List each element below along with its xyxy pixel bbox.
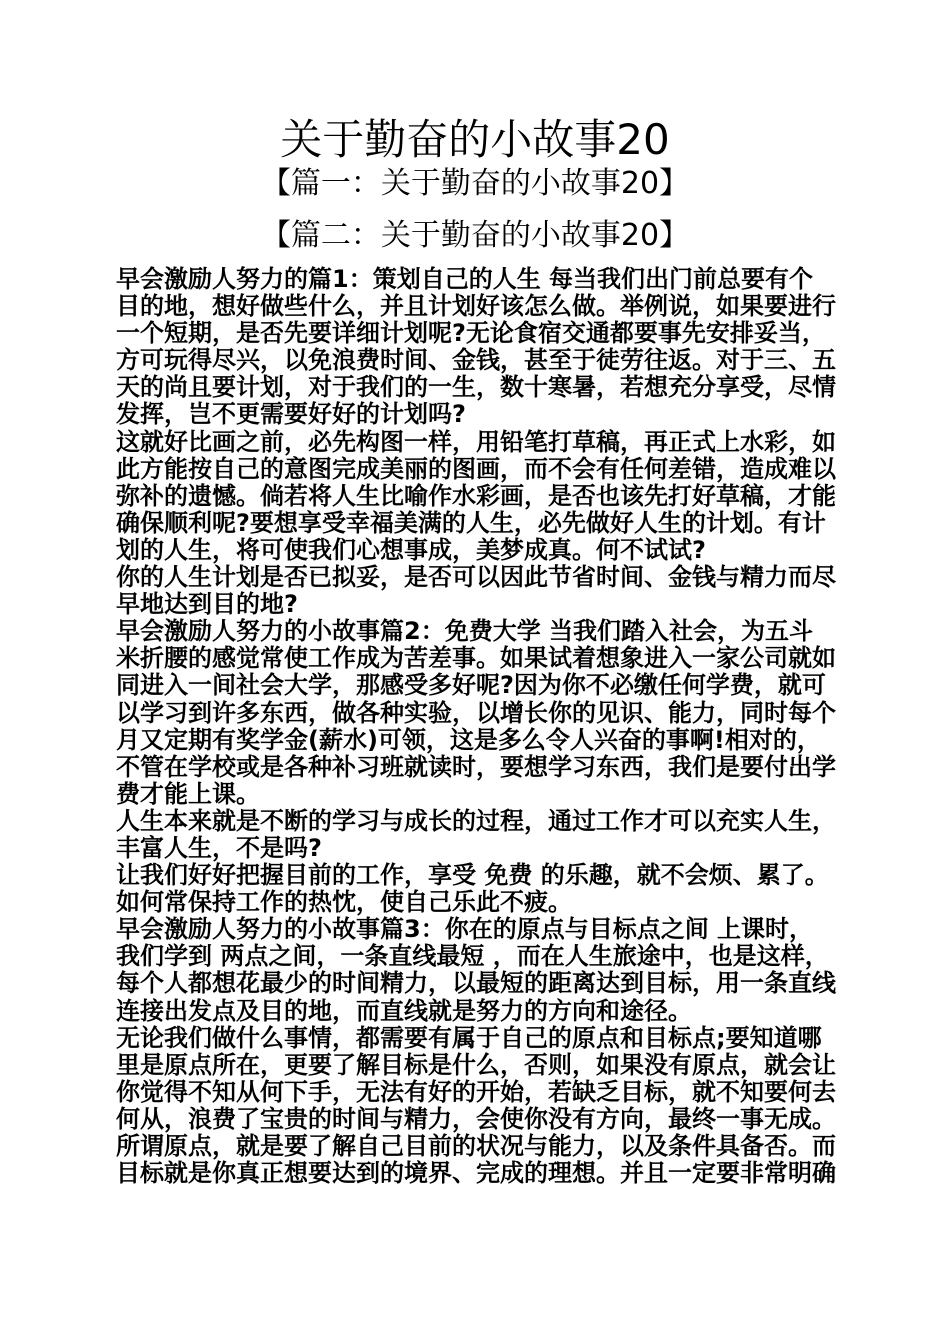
section-heading-1: 【篇一：关于勤奋的小故事20】 bbox=[260, 166, 690, 201]
paragraph: 这就好比画之前，必先构图一样，用铅笔打草稿，再正式上水彩，如此方能按自己的意图完成美丽的图画，而不会有任何差错，造成难以弥补的遗憾。倘若将人生比喻作水彩画，是否也该先打好草稿，才能确保顺利呢?要想享受幸福美满的人生，必先做好人生的计划。有计划的人生，将可使我们心想事成，美梦成真。何不试试? bbox=[116, 427, 836, 564]
paragraph: 人生本来就是不断的学习与成长的过程，通过工作才可以充实人生，丰富人生，不是吗? bbox=[116, 806, 836, 862]
body-text bbox=[116, 266, 836, 1187]
paragraph: 无论我们做什么事情，都需要有属于自己的原点和目标点;要知道哪里是原点所在，更要了解目标是什么，否则，如果没有原点，就会让你觉得不知从何下手，无法有好的开始，若缺乏目标，就不知要何去何从，浪费了宝贵的时间与精力，会使你没有方向，最终一事无成。所谓原点，就是要了解自己目前的状况与能力，以及条件具备否。而目标就是你真正想要达到的境界、完成的理想。并且一定要非常明确 bbox=[116, 1023, 836, 1188]
paragraph: 早会激励人努力的小故事篇2：免费大学 当我们踏入社会，为五斗米折腰的感觉常使工作成为苦差事。如果试着想象进入一家公司就如同进入一间社会大学，那感受多好呢?因为你不必缴任何学费，就可以学习到许多东西，做各种实验，以增长你的见识、能力，同时每个月又定期有奖学金(薪水)可领，这是多么令人兴奋的事啊!相对的，不管在学校或是各种补习班就读时，要想学习东西，我们是要付出学费才能上课。 bbox=[116, 617, 836, 808]
paragraph: 你的人生计划是否已拟妥，是否可以因此节省时间、金钱与精力而尽早地达到目的地? bbox=[116, 563, 836, 619]
paragraph: 让我们好好把握目前的工作，享受 免费 的乐趣，就不会烦、累了。如何常保持工作的热忱，使自己乐此不疲。 bbox=[116, 861, 829, 917]
paragraph: 早会激励人努力的小故事篇3：你在的原点与目标点之间 上课时，我们学到 两点之间，一条直线最短 ，而在人生旅途中，也是这样，每个人都想花最少的时间精力，以最短的距离达到目标，用一条直线连接出发点及目的地，而直线就是努力的方向和途径。 bbox=[116, 915, 836, 1025]
section-heading-2: 【篇二：关于勤奋的小故事20】 bbox=[260, 218, 690, 253]
paragraph: 早会激励人努力的篇1：策划自己的人生 每当我们出门前总要有个目的地，想好做些什么，并且计划好该怎么做。举例说，如果要进行一个短期，是否先要详细计划呢?无论食宿交通都要事先安排妥当，方可玩得尽兴，以免浪费时间、金钱，甚至于徒劳往返。对于三、五天的尚且要计划，对于我们的一生，数十寒暑，若想充分享受，尽情发挥，岂不更需要好好的计划吗? bbox=[116, 265, 836, 429]
document-title: 关于勤奋的小故事20 bbox=[280, 115, 670, 164]
